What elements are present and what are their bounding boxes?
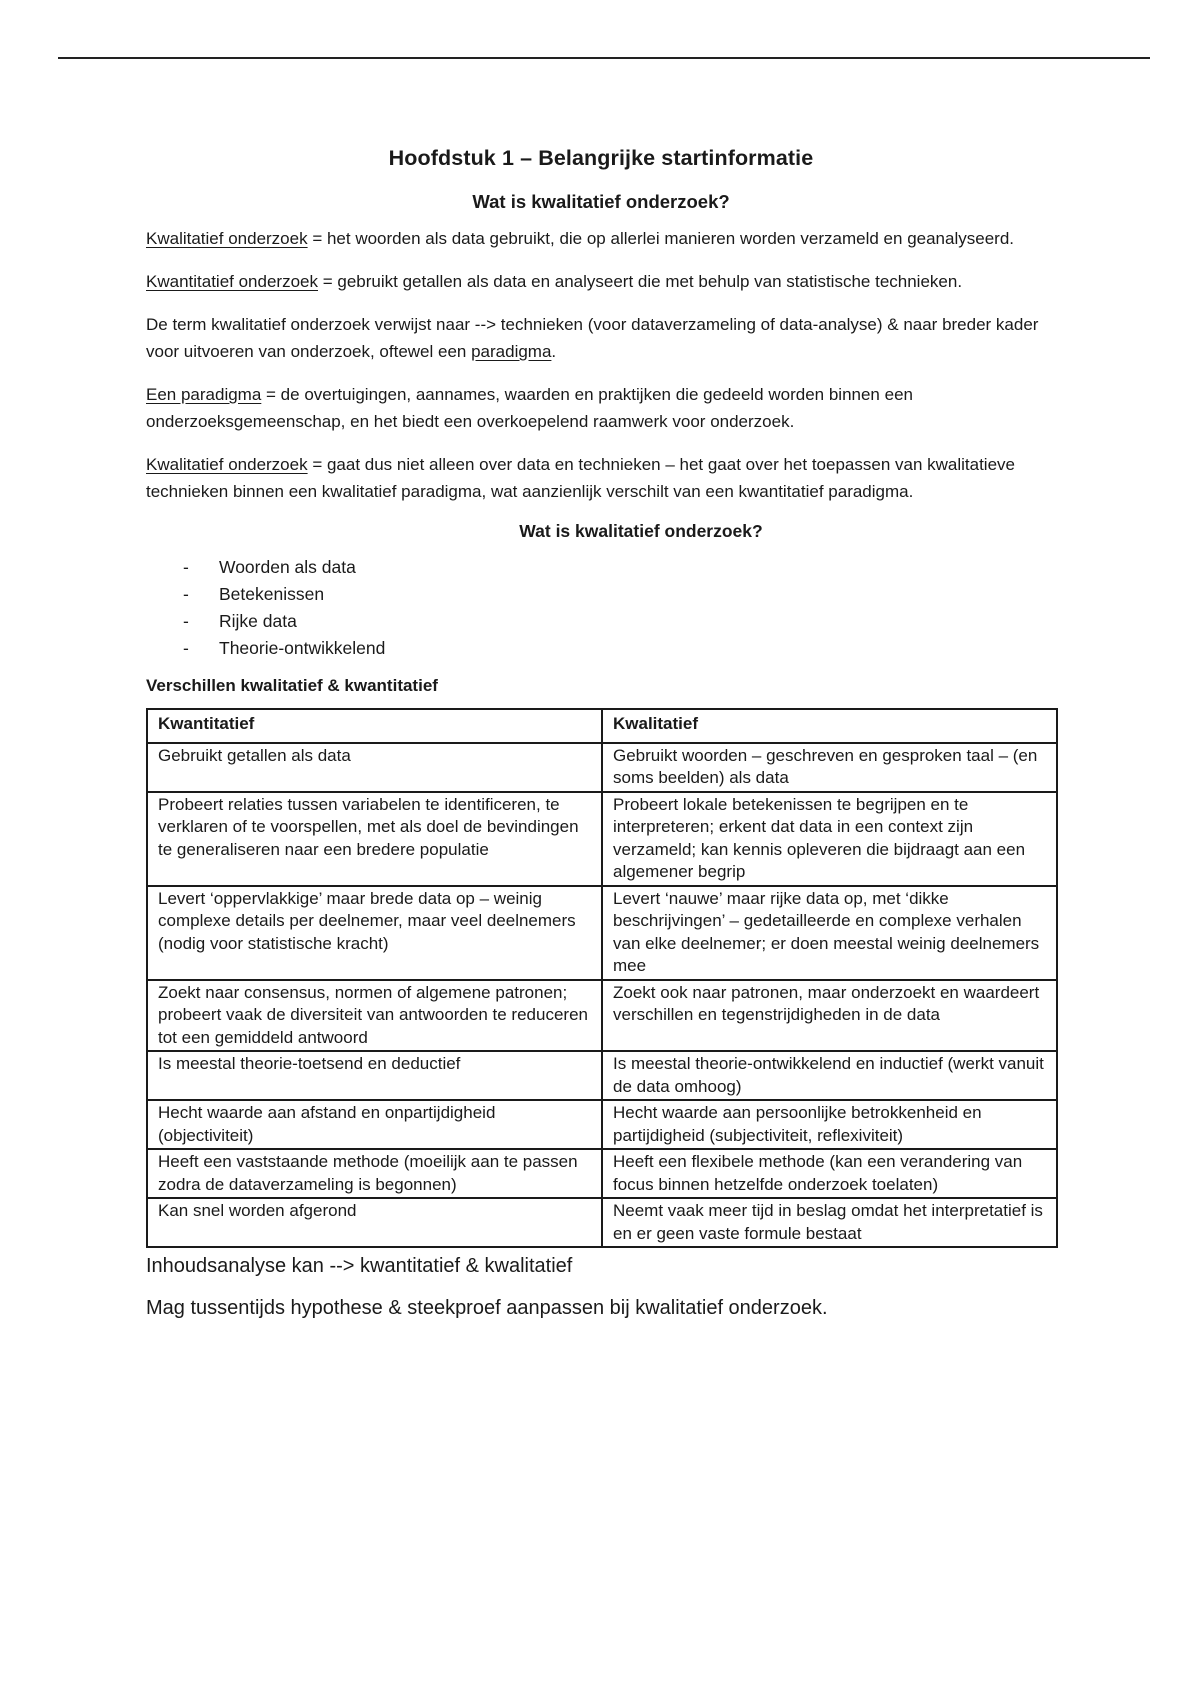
document-body: [146, 146, 1056, 1336]
table-cell: Is meestal theorie-ontwikkelend en inductief (werkt vanuit de data omhoog): [602, 1051, 1057, 1100]
table-cell: Zoekt ook naar patronen, maar onderzoekt en waardeert verschillen en tegenstrijdigheden in de data: [602, 980, 1057, 1052]
page-subtitle: Wat is kwalitatief onderzoek?: [472, 191, 730, 212]
column-header-qualitative: Kwalitatief: [602, 709, 1057, 743]
table-cell: Heeft een flexibele methode (kan een verandering van focus binnen hetzelfde onderzoek toelaten): [602, 1149, 1057, 1198]
paragraph-end: .: [551, 342, 557, 361]
definition-text: = gebruikt getallen als data en analyseert die met behulp van statistische technieken.: [318, 272, 963, 291]
table-heading: Verschillen kwalitatief & kwantitatief: [146, 676, 438, 695]
paradigm-term: paradigma: [471, 342, 552, 361]
bullet-list: [146, 554, 1056, 662]
definition-paradigm: [146, 381, 1056, 435]
definition-text: = de overtuigingen, aannames, waarden en praktijken die gedeeld worden binnen een onderzoeksgemeenschap, en het biedt een overkoepelend raamwerk voor onderzoek.: [146, 385, 913, 431]
top-rule: [58, 57, 1150, 59]
definition-text: = het woorden als data gebruikt, die op allerlei manieren worden verzameld en geanalyseerd.: [307, 229, 1014, 248]
definition-qualitative-2: [146, 451, 1056, 505]
table-cell: Gebruikt getallen als data: [147, 743, 602, 792]
table-cell: Gebruikt woorden – geschreven en gesproken taal – (en soms beelden) als data: [602, 743, 1057, 792]
table-cell: Kan snel worden afgerond: [147, 1198, 602, 1247]
table-cell: Probeert lokale betekenissen te begrijpen en te interpreteren; erkent dat data in een context zijn verzameld; kan kennis opleveren die bijdraagt aan een algemener begrip: [602, 792, 1057, 886]
paradigm-intro: [146, 311, 1056, 365]
table-row: [147, 743, 1057, 792]
table-cell: Hecht waarde aan persoonlijke betrokkenheid en partijdigheid (subjectiviteit, reflexiviteit): [602, 1100, 1057, 1149]
term: Kwalitatief onderzoek: [146, 455, 308, 474]
note-content-analysis: Inhoudsanalyse kan --> kwantitatief & kwalitatief: [146, 1255, 573, 1277]
term: Een paradigma: [146, 385, 262, 404]
column-header-quantitative: Kwantitatief: [147, 709, 602, 743]
table-row: [147, 1100, 1057, 1149]
list-item: - Theorie-ontwikkelend: [146, 635, 1056, 662]
list-heading: Wat is kwalitatief onderzoek?: [519, 521, 763, 541]
definition-qualitative: [146, 225, 1056, 252]
table-cell: Is meestal theorie-toetsend en deductief: [147, 1051, 602, 1100]
table-row: [147, 792, 1057, 886]
table-row: [147, 980, 1057, 1052]
definition-text: = gaat dus niet alleen over data en technieken – het gaat over het toepassen van kwalitatieve technieken binnen een kwalitatief paradigma, wat aanzienlijk verschilt van een kwantitatief paradigma.: [146, 455, 1015, 501]
page-title: Hoofdstuk 1 – Belangrijke startinformatie: [388, 146, 814, 170]
comparison-table: [146, 708, 1058, 1248]
table-header-row: [147, 709, 1057, 743]
term: Kwalitatief onderzoek: [146, 229, 308, 248]
table-cell: Zoekt naar consensus, normen of algemene patronen; probeert vaak de diversiteit van antwoorden te reduceren tot een gemiddeld antwoord: [147, 980, 602, 1052]
table-cell: Hecht waarde aan afstand en onpartijdigheid (objectiviteit): [147, 1100, 602, 1149]
table-cell: Levert ‘oppervlakkige’ maar brede data op – weinig complexe details per deelnemer, maar veel deelnemers (nodig voor statistische kracht): [147, 886, 602, 980]
paragraph-text: De term kwalitatief onderzoek verwijst naar --> technieken (voor dataverzameling of data-analyse) & naar breder kader voor uitvoeren van onderzoek, oftewel een: [146, 315, 1039, 361]
note-hypothesis: Mag tussentijds hypothese & steekproef aanpassen bij kwalitatief onderzoek.: [146, 1297, 828, 1319]
table-cell: Probeert relaties tussen variabelen te identificeren, te verklaren of te voorspellen, met als doel de bevindingen te generaliseren naar een bredere populatie: [147, 792, 602, 886]
list-item: - Rijke data: [146, 608, 1056, 635]
term: Kwantitatief onderzoek: [146, 272, 318, 291]
table-cell: Neemt vaak meer tijd in beslag omdat het interpretatief is en er geen vaste formule bestaat: [602, 1198, 1057, 1247]
table-cell: Heeft een vaststaande methode (moeilijk aan te passen zodra de dataverzameling is begonnen): [147, 1149, 602, 1198]
table-row: [147, 886, 1057, 980]
table-cell: Levert ‘nauwe’ maar rijke data op, met ‘dikke beschrijvingen’ – gedetailleerde en complexe verhalen van elke deelnemer; er doen meestal weinig deelnemers mee: [602, 886, 1057, 980]
table-row: [147, 1149, 1057, 1198]
table-row: [147, 1051, 1057, 1100]
list-item: - Woorden als data: [146, 554, 1056, 581]
definition-quantitative: [146, 268, 1056, 295]
table-row: [147, 1198, 1057, 1247]
list-item: - Betekenissen: [146, 581, 1056, 608]
